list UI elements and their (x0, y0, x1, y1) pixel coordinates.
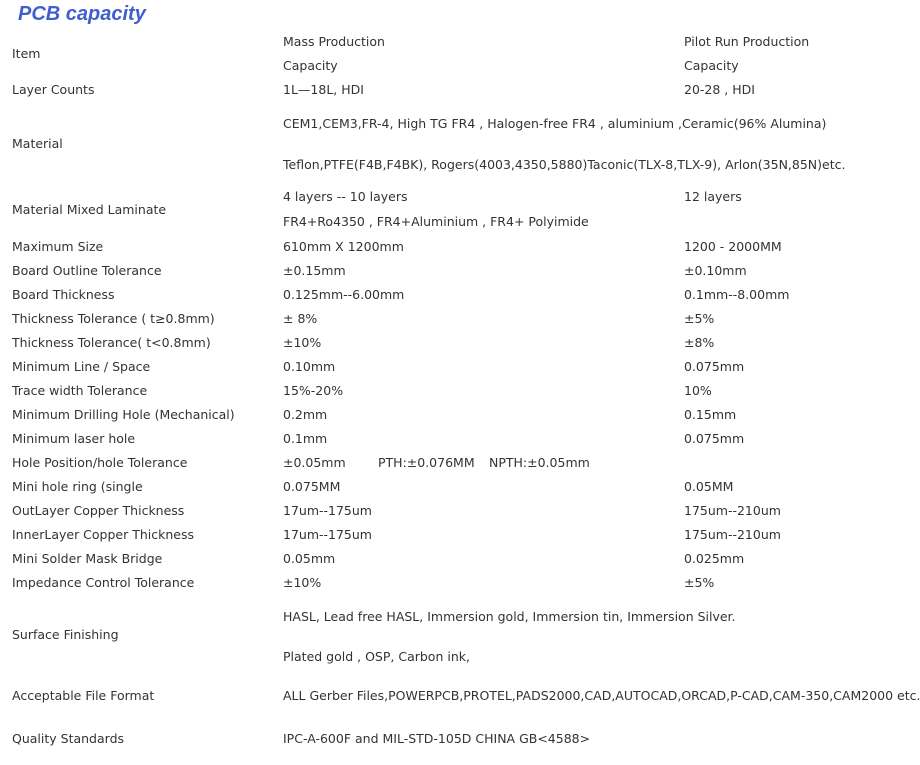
row-label: Trace width Tolerance (12, 383, 148, 398)
row-label: Minimum laser hole (12, 431, 136, 446)
row-mixed-laminate-extra: FR4+Ro4350 , FR4+Aluminium , FR4+ Polyimide (283, 214, 589, 229)
header-pilot-line1: Pilot Run Production (684, 34, 810, 49)
row-mass-value: ± 8% (283, 311, 318, 326)
header-item: Item (12, 46, 41, 61)
row-label: Thickness Tolerance( t<0.8mm) (12, 335, 211, 350)
row-surface-line2: Plated gold , OSP, Carbon ink, (283, 649, 470, 664)
row-quality-value: IPC-A-600F and MIL-STD-105D CHINA GB<4588> (283, 731, 591, 746)
row-pilot-value: ±5% (684, 311, 715, 326)
row-pilot-value: 175um--210um (684, 527, 781, 542)
row-pilot-value: 0.1mm--8.00mm (684, 287, 790, 302)
row-mass-value: 0.1mm (283, 431, 328, 446)
row-label: Mini Solder Mask Bridge (12, 551, 163, 566)
row-file-format-value: ALL Gerber Files,POWERPCB,PROTEL,PADS2000,CAD,AUTOCAD,ORCAD,P-CAD,CAM-350,CAM2000 etc. (283, 688, 920, 703)
row-npth-value: NPTH:±0.05mm (489, 455, 590, 470)
row-label: Mini hole ring (single (12, 479, 143, 494)
row-pilot-value: ±0.10mm (684, 263, 747, 278)
row-mass-value: 17um--175um (283, 503, 372, 518)
page-title: PCB capacity (18, 3, 146, 25)
row-label: Surface Finishing (12, 627, 119, 642)
row-mass-value: 0.10mm (283, 359, 336, 374)
row-mass-value: ±0.05mm (283, 455, 346, 470)
row-label: Hole Position/hole Tolerance (12, 455, 188, 470)
row-mass-value: ±0.15mm (283, 263, 346, 278)
row-pilot-value: ±8% (684, 335, 715, 350)
row-label: Acceptable File Format (12, 688, 155, 703)
header-pilot-line2: Capacity (684, 58, 739, 73)
row-mass-value: 0.075MM (283, 479, 341, 494)
header-mass-line2: Capacity (283, 58, 338, 73)
row-mass-value: 0.125mm--6.00mm (283, 287, 405, 302)
row-mass-value: ±10% (283, 575, 322, 590)
row-pilot-value: 0.025mm (684, 551, 745, 566)
row-material-line2: Teflon,PTFE(F4B,F4BK), Rogers(4003,4350,5880)Taconic(TLX-8,TLX-9), Arlon(35N,85N)etc. (283, 157, 846, 172)
row-label: Board Thickness (12, 287, 115, 302)
row-label: Material Mixed Laminate (12, 202, 167, 217)
row-pilot-value: 12 layers (684, 189, 742, 204)
row-label: Layer Counts (12, 82, 95, 97)
row-pilot-value: 0.15mm (684, 407, 737, 422)
row-pilot-value: 20-28 , HDI (684, 82, 755, 97)
row-mass-value: 610mm X 1200mm (283, 239, 404, 254)
row-mass-value: ±10% (283, 335, 322, 350)
row-pilot-value: 175um--210um (684, 503, 781, 518)
row-pilot-value: 0.075mm (684, 431, 745, 446)
row-mass-value: 1L—18L, HDI (283, 82, 364, 97)
row-mass-value: 15%-20% (283, 383, 344, 398)
row-label: Maximum Size (12, 239, 104, 254)
row-surface-line1: HASL, Lead free HASL, Immersion gold, Immersion tin, Immersion Silver. (283, 609, 736, 624)
row-label: Minimum Drilling Hole (Mechanical) (12, 407, 235, 422)
row-pilot-value: ±5% (684, 575, 715, 590)
row-pilot-value: 10% (684, 383, 712, 398)
header-mass-line1: Mass Production (283, 34, 385, 49)
row-label: OutLayer Copper Thickness (12, 503, 185, 518)
row-pilot-value: 0.05MM (684, 479, 734, 494)
row-mass-value: 0.05mm (283, 551, 336, 566)
row-mass-value: 0.2mm (283, 407, 328, 422)
row-pilot-value: 0.075mm (684, 359, 745, 374)
row-mass-value: 17um--175um (283, 527, 372, 542)
row-label: Minimum Line / Space (12, 359, 151, 374)
row-mass-value: 4 layers -- 10 layers (283, 189, 408, 204)
row-label: Material (12, 136, 63, 151)
row-material-line1: CEM1,CEM3,FR-4, High TG FR4 , Halogen-free FR4 , aluminium ,Ceramic(96% Alumina) (283, 116, 827, 131)
row-label: Thickness Tolerance ( t≥0.8mm) (12, 311, 215, 326)
row-label: Impedance Control Tolerance (12, 575, 195, 590)
row-pilot-value: 1200 - 2000MM (684, 239, 782, 254)
row-label: Board Outline Tolerance (12, 263, 162, 278)
row-pth-value: PTH:±0.076MM (378, 455, 475, 470)
row-label: Quality Standards (12, 731, 125, 746)
row-label: InnerLayer Copper Thickness (12, 527, 195, 542)
